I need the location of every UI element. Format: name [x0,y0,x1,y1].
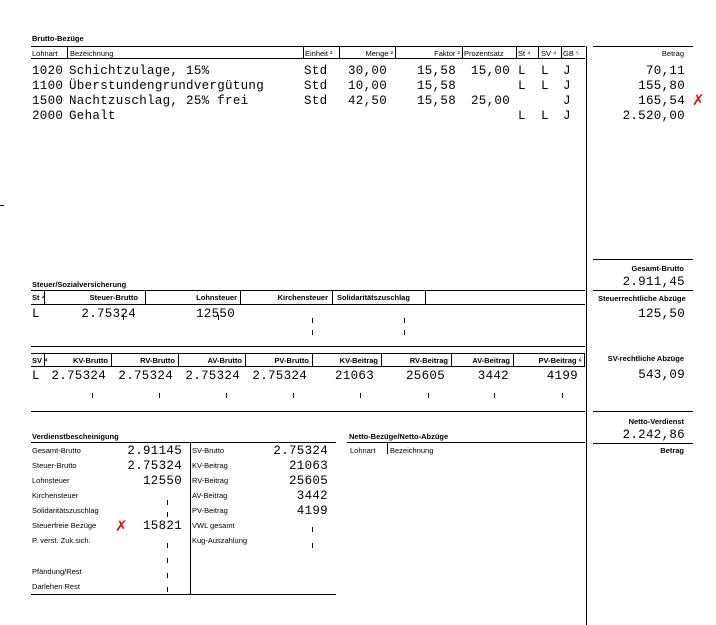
row-menge: 10,00 [347,79,387,93]
netto-bezuege-title: Netto-Bezüge/Netto-Abzüge [349,432,449,441]
red-cross-mark: ✗ [692,91,705,109]
steuer-abzuege-label: Steuerrechtliche Abzüge [598,294,686,303]
sv-col-rv-beitrag: RV-Beitrag [409,356,448,365]
sv-val-av-brutto: 2.75324 [185,369,240,383]
verdienst-value: 4199 [296,504,328,518]
sv-val-kv-beitrag: 21063 [334,369,374,383]
verdienst-label: AV-Beitrag [192,491,228,500]
verdienst-label: KV-Beitrag [192,461,228,470]
verdienst-label: SV-Brutto [192,446,225,455]
verdienst-value: 25605 [288,474,328,488]
row-bezeichnung: Gehalt [69,109,116,123]
netto-value: 2.242,86 [622,428,685,442]
brutto-title: Brutto-Bezüge [32,34,84,43]
verdienst-label: RV-Beitrag [192,476,229,485]
red-cross-mark: ✗ [115,517,128,535]
row-betrag: 165,54 [638,94,685,108]
verdienst-value: 15821 [142,519,182,533]
row-gb: J [563,94,571,108]
row-faktor: 15,58 [416,79,456,93]
gesamt-brutto-label: Gesamt-Brutto [631,264,684,273]
row-einheit: Std [304,79,328,93]
sv-col-pv-brutto: PV-Brutto [274,356,309,365]
row-st: L [518,109,526,123]
row-lohnart: 1020 [32,64,64,78]
verdienst-label: Solidaritätszuschlag [32,506,99,515]
netto-col-lohnart: Lohnart [350,446,376,455]
verdienst-title: Verdienstbescheinigung [32,432,119,441]
steuer-val-steuer-brutto: 2.75324 [81,307,136,321]
row-betrag: 155,80 [638,79,685,93]
sv-abzuege-value: 543,09 [638,368,685,382]
row-prozent: 15,00 [470,64,510,78]
sv-abzuege-label: SV-rechtliche Abzüge [607,354,684,363]
col-bezeichnung: Bezeichnung [70,49,114,58]
steuer-col-lohnsteuer: Lohnsteuer [196,293,237,302]
row-st: L [518,79,526,93]
sv-col-kv-beitrag: KV-Beitrag [339,356,378,365]
sv-val-pv-brutto: 2.75324 [252,369,307,383]
netto-label: Netto-Verdienst [628,417,684,426]
row-sv: L [541,79,549,93]
gesamt-brutto-value: 2.911,45 [622,275,685,289]
row-einheit: Std [304,94,328,108]
verdienst-label: Darlehen Rest [32,582,80,591]
sv-val-rv-brutto: 2.75324 [118,369,173,383]
sv-col-av-brutto: AV-Brutto [207,356,242,365]
row-gb: J [563,64,571,78]
steuer-title: Steuer/Sozialversicherung [32,280,127,289]
brutto-header-line [31,46,585,47]
verdienst-value: 2.75324 [127,459,182,473]
row-gb: J [563,79,571,93]
row-sv: L [541,109,549,123]
col-menge: Menge ² [365,49,393,58]
main-vertical-divider [586,46,587,625]
verdienst-label: Steuerfreie Bezüge [32,521,97,530]
steuer-val-lohnsteuer: 12550 [195,307,235,321]
row-prozent: 25,00 [470,94,510,108]
verdienst-label: Lohnsteuer [32,476,70,485]
row-bezeichnung: Schichtzulage, 15% [69,64,210,78]
verdienst-divider [190,443,191,594]
row-betrag: 70,11 [645,64,685,78]
col-st: St ⁴ [518,49,531,58]
col-faktor: Faktor ² [434,49,460,58]
betrag-label: Betrag [660,446,684,455]
verdienst-label: Gesamt-Brutto [32,446,81,455]
row-faktor: 15,58 [416,94,456,108]
verdienst-value: 12550 [142,474,182,488]
row-einheit: Std [304,64,328,78]
row-sv: L [541,64,549,78]
verdienst-label: Steuer-Brutto [32,461,77,470]
sv-col-sv: SV ⁴ [32,356,48,365]
verdienst-label: Kug-Auszahlung [192,536,248,545]
steuer-col-kirchensteuer: Kirchensteuer [277,293,328,302]
col-prozentsatz: Prozentsatz [464,49,504,58]
verdienst-label: PV-Beitrag [192,506,228,515]
sv-col-kv-brutto: KV-Brutto [73,356,108,365]
row-st: L [518,64,526,78]
sv-col-rv-brutto: RV-Brutto [140,356,175,365]
row-gb: J [563,109,571,123]
verdienst-value: 21063 [288,459,328,473]
verdienst-label: VWL gesamt [192,521,235,530]
row-faktor: 15,58 [416,64,456,78]
row-menge: 42,50 [347,94,387,108]
sv-val-sv: L [32,369,40,383]
verdienst-value: 2.91145 [127,444,182,458]
verdienst-value: 3442 [296,489,328,503]
verdienst-label: Pfändung/Rest [32,567,82,576]
betrag-header-line [593,46,693,47]
row-menge: 30,00 [347,64,387,78]
steuer-val-st: L [32,307,40,321]
sv-val-pv-beitrag: 4199 [546,369,578,383]
margin-tick [0,205,4,206]
sv-col-pv-beitrag: PV-Beitrag ⁶ [538,356,582,365]
col-betrag: Betrag [661,49,684,58]
col-lohnart: Lohnart [32,49,58,58]
row-betrag: 2.520,00 [622,109,685,123]
steuer-col-steuer-brutto: Steuer-Brutto [89,293,138,302]
row-lohnart: 2000 [32,109,64,123]
sv-val-rv-beitrag: 25605 [405,369,445,383]
row-bezeichnung: Überstundengrundvergütung [69,79,265,93]
brutto-subheader-line [31,58,585,59]
steuer-abzuege-value: 125,50 [638,307,685,321]
col-sv: SV ⁴ [541,49,557,58]
verdienst-label: Kirchensteuer [32,491,79,500]
sv-val-kv-brutto: 2.75324 [51,369,106,383]
col-gb: GB ⁵ [563,49,580,58]
sv-col-av-beitrag: AV-Beitrag [472,356,510,365]
verdienst-label: P. verst. Zuk.sich. [32,536,91,545]
sv-val-av-beitrag: 3442 [477,369,509,383]
netto-col-bezeichnung: Bezeichnung [390,446,434,455]
row-bezeichnung: Nachtzuschlag, 25% frei [69,94,249,108]
steuer-col-soli: Solidaritätszuschlag [337,293,410,302]
col-einheit: Einheit ² [305,49,333,58]
row-lohnart: 1500 [32,94,64,108]
verdienst-value: 2.75324 [273,444,328,458]
steuer-col-st: St ⁴ [32,293,46,302]
row-lohnart: 1100 [32,79,64,93]
